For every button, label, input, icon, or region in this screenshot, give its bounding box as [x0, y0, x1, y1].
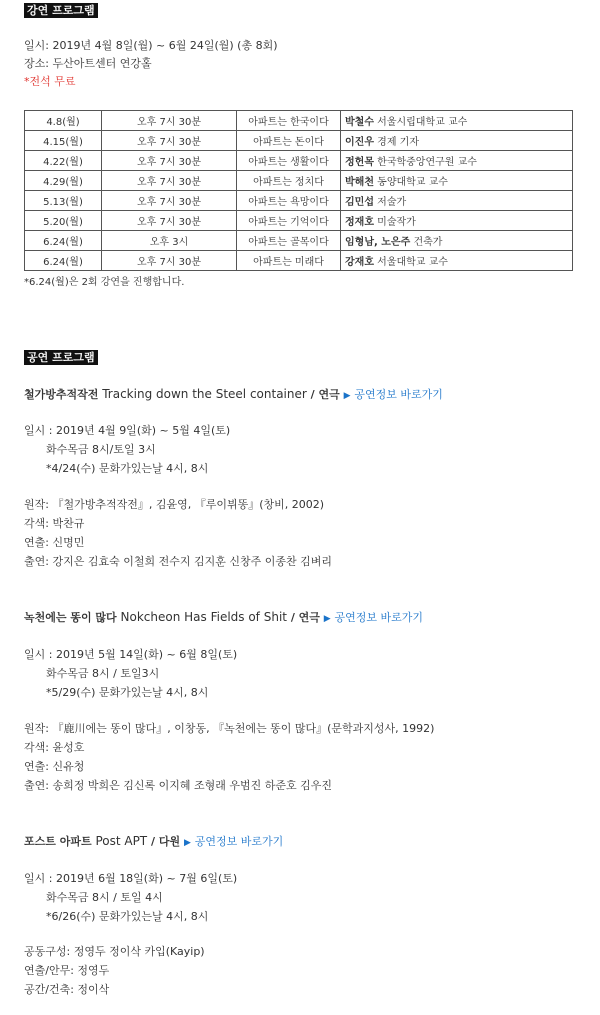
show-3-times: 화수목금 8시 / 토일 4시: [46, 891, 163, 904]
schedule-date: 5.20(월): [25, 211, 102, 231]
schedule-time: 오후 3시: [102, 231, 237, 251]
link-label: 공연정보 바로가기: [194, 835, 284, 848]
schedule-topic: 아파트는 미래다: [237, 251, 341, 271]
show-3-credit: 연출/안무: 정영두: [24, 964, 110, 977]
show-1-special: *4/24(수) 문화가있는날 4시, 8시: [46, 462, 209, 475]
schedule-time: 오후 7시 30분: [102, 251, 237, 271]
schedule-time: 오후 7시 30분: [102, 111, 237, 131]
speaker-name: 강재호: [345, 257, 374, 268]
show-1-info-link[interactable]: [344, 388, 443, 401]
schedule-date: 4.8(월): [25, 111, 102, 131]
schedule-topic: 아파트는 기억이다: [237, 211, 341, 231]
schedule-date: 4.15(월): [25, 131, 102, 151]
speaker-name: 임형남, 노은주: [345, 237, 411, 248]
show-1-credit: 원작: 『철가방추적작전』, 김윤영, 『루이뷔똥』(창비, 2002): [24, 498, 325, 511]
show-genre: / 연극: [310, 388, 340, 401]
lecture-venue: 장소: 두산아트센터 연강홀: [24, 57, 152, 70]
schedule-speaker: [341, 151, 573, 171]
lecture-date: 일시: 2019년 4월 8일(월) ~ 6월 24일(월) (총 8회): [24, 39, 278, 52]
show-2-title: [24, 610, 423, 626]
schedule-topic: 아파트는 정치다: [237, 171, 341, 191]
schedule-date: 6.24(월): [25, 231, 102, 251]
show-2-credit: 연출: 신유청: [24, 760, 85, 773]
show-genre: / 다원: [150, 835, 181, 848]
speaker-name: 김민섭: [345, 197, 374, 208]
schedule-speaker: [341, 251, 573, 271]
schedule-row: [25, 211, 573, 231]
show-title-en: Post APT: [95, 834, 148, 848]
speaker-role: 미술작가: [377, 217, 416, 228]
speaker-name: 정헌목: [345, 157, 374, 168]
performance-heading: 공연 프로그램: [24, 350, 98, 365]
lecture-heading: 강연 프로그램: [24, 3, 98, 18]
speaker-role: 서울대학교 교수: [377, 257, 448, 268]
schedule-topic: 아파트는 한국이다: [237, 111, 341, 131]
speaker-name: 박철수: [345, 117, 374, 128]
show-3-date: 일시 : 2019년 6월 18일(화) ~ 7월 6일(토): [24, 872, 238, 885]
schedule-date: 4.22(월): [25, 151, 102, 171]
schedule-speaker: [341, 111, 573, 131]
schedule-topic: 아파트는 골목이다: [237, 231, 341, 251]
show-title-en: Nokcheon Has Fields of Shit: [120, 610, 287, 624]
speaker-role: 경제 기자: [377, 137, 419, 148]
show-3-credit: 공간/건축: 정이삭: [24, 983, 110, 996]
speaker-role: 건축가: [413, 237, 443, 248]
schedule-row: [25, 251, 573, 271]
schedule-speaker: [341, 231, 573, 251]
show-1-date: 일시 : 2019년 4월 9일(화) ~ 5월 4일(토): [24, 424, 231, 437]
show-3-credit: 공동구성: 정영두 정이삭 카입(Kayip): [24, 945, 205, 958]
speaker-name: 박해천: [345, 177, 374, 188]
show-1-credit: 연출: 신명민: [24, 536, 85, 549]
schedule-time: 오후 7시 30분: [102, 131, 237, 151]
link-label: 공연정보 바로가기: [334, 611, 424, 624]
speaker-role: 동양대학교 교수: [377, 177, 448, 188]
play-arrow-icon: ▶: [323, 614, 331, 624]
show-title-ko: 녹천에는 똥이 많다: [24, 611, 117, 624]
schedule-speaker: [341, 191, 573, 211]
schedule-topic: 아파트는 생활이다: [237, 151, 341, 171]
play-arrow-icon: ▶: [183, 838, 191, 848]
schedule-speaker: [341, 131, 573, 151]
speaker-role: 저술가: [377, 197, 407, 208]
show-genre: / 연극: [290, 611, 320, 624]
show-1-credit: 각색: 박찬규: [24, 517, 85, 530]
speaker-role: 한국학중앙연구원 교수: [377, 157, 477, 168]
schedule-row: [25, 131, 573, 151]
schedule-row: [25, 111, 573, 131]
schedule-row: [25, 151, 573, 171]
schedule-speaker: [341, 171, 573, 191]
show-1-times: 화수목금 8시/토일 3시: [46, 443, 156, 456]
lecture-free-note: *전석 무료: [24, 75, 76, 88]
show-2-credit: 출연: 송희정 박희은 김신록 이지혜 조형래 우범진 하준호 김우진: [24, 779, 332, 792]
speaker-name: 이진우: [345, 137, 374, 148]
schedule-time: 오후 7시 30분: [102, 211, 237, 231]
show-title-en: Tracking down the Steel container: [102, 387, 307, 401]
show-3-title: [24, 834, 283, 850]
schedule-topic: 아파트는 욕망이다: [237, 191, 341, 211]
show-title-ko: 포스트 아파트: [24, 835, 92, 848]
show-2-info-link[interactable]: [324, 611, 423, 624]
show-2-credit: 각색: 윤성호: [24, 741, 85, 754]
schedule-topic: 아파트는 돈이다: [237, 131, 341, 151]
lecture-schedule-table: [24, 110, 573, 271]
show-2-date: 일시 : 2019년 5월 14일(화) ~ 6월 8일(토): [24, 648, 238, 661]
show-3-info-link[interactable]: [184, 835, 283, 848]
show-1-credit: 출연: 강지은 김효숙 이철희 전수지 김지훈 신창주 이종찬 김벼리: [24, 555, 332, 568]
lecture-note: *6.24(월)은 2회 강연을 진행합니다.: [24, 277, 185, 288]
schedule-time: 오후 7시 30분: [102, 151, 237, 171]
link-label: 공연정보 바로가기: [354, 388, 443, 401]
show-2-credit: 원작: 『鹿川에는 똥이 많다』, 이창동, 『녹천에는 똥이 많다』(문학과지성사, 1992): [24, 722, 435, 735]
show-2-times: 화수목금 8시 / 토일3시: [46, 667, 160, 680]
show-1-title: [24, 387, 443, 403]
play-arrow-icon: ▶: [343, 391, 351, 401]
schedule-date: 4.29(월): [25, 171, 102, 191]
schedule-time: 오후 7시 30분: [102, 171, 237, 191]
speaker-role: 서울시립대학교 교수: [377, 117, 468, 128]
schedule-date: 5.13(월): [25, 191, 102, 211]
show-2-special: *5/29(수) 문화가있는날 4시, 8시: [46, 686, 209, 699]
speaker-name: 정재호: [345, 217, 374, 228]
schedule-row: [25, 191, 573, 211]
schedule-date: 6.24(월): [25, 251, 102, 271]
schedule-row: [25, 171, 573, 191]
schedule-speaker: [341, 211, 573, 231]
show-title-ko: 철가방추적작전: [24, 388, 99, 401]
show-3-special: *6/26(수) 문화가있는날 4시, 8시: [46, 910, 209, 923]
schedule-row: [25, 231, 573, 251]
schedule-time: 오후 7시 30분: [102, 191, 237, 211]
